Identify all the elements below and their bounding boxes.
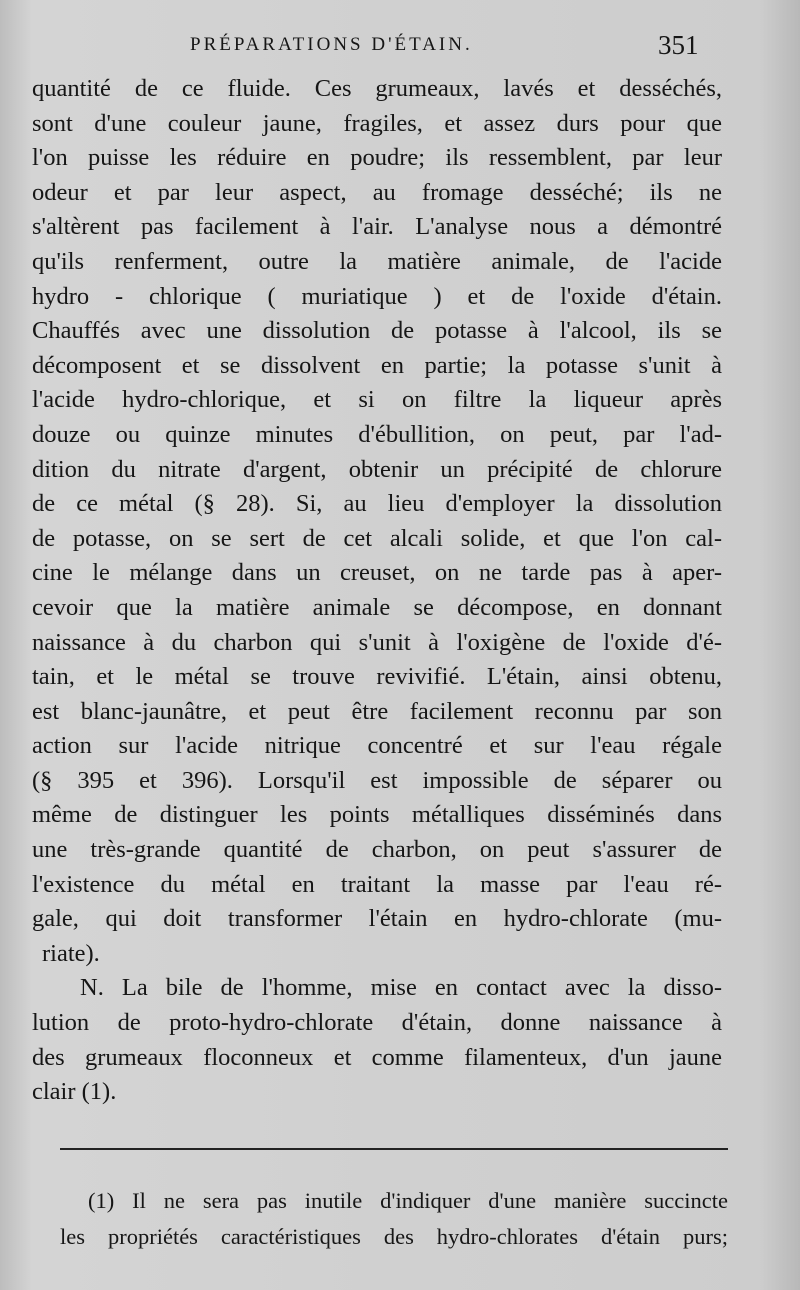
text-line: l'on puisse les réduire en poudre; ils ressemblent, par leur (32, 144, 722, 172)
page-number: 351 (658, 30, 699, 60)
main-text (32, 72, 722, 1110)
text-line: de ce métal (§ 28). Si, au lieu d'employer la dissolution (32, 490, 722, 518)
text-line: quantité de ce fluide. Ces grumeaux, lavés et desséchés, (32, 75, 722, 102)
paragraph-n-line: clair (1). (32, 1078, 117, 1106)
text-line: décomposent et se dissolvent en partie; la potasse s'unit à (32, 351, 722, 379)
text-line: même de distinguer les points métalliques disséminés dans (32, 801, 722, 829)
text-line: naissance à du charbon qui s'unit à l'oxigène de l'oxide d'é- (32, 628, 722, 656)
footnote-divider (60, 1148, 728, 1150)
text-line: odeur et par leur aspect, au fromage desséché; ils ne (32, 178, 722, 206)
text-line: une très-grande quantité de charbon, on peut s'assurer de (32, 836, 722, 864)
footnote-line: les propriétés caractéristiques des hydro-chlorates d'étain purs; (60, 1224, 728, 1249)
paragraph-n-line: N. La bile de l'homme, mise en contact avec la disso- (80, 974, 722, 1002)
text-line: (§ 395 et 396). Lorsqu'il est impossible de séparer ou (32, 766, 722, 794)
text-line: l'existence du métal en traitant la masse par l'eau ré- (32, 870, 722, 898)
page-header (0, 30, 800, 66)
text-line: hydro - chlorique ( muriatique ) et de l'oxide d'étain. (32, 282, 722, 310)
text-line: cevoir que la matière animale se décompose, en donnant (32, 593, 722, 621)
text-line: s'altèrent pas facilement à l'air. L'analyse nous a démontré (32, 213, 722, 241)
text-line: gale, qui doit transformer l'étain en hydro-chlorate (mu- (32, 905, 722, 933)
text-line: riate). (42, 939, 100, 967)
text-line: cine le mélange dans un creuset, on ne tarde pas à aper- (32, 559, 722, 587)
text-line: dition du nitrate d'argent, obtenir un précipité de chlorure (32, 455, 722, 483)
paragraph-n-line: lution de proto-hydro-chlorate d'étain, donne naissance à (32, 1009, 722, 1037)
text-line: Chauffés avec une dissolution de potasse à l'alcool, ils se (32, 317, 722, 345)
footnote (60, 1183, 728, 1255)
footnote-line: (1) Il ne sera pas inutile d'indiquer d'une manière succincte (88, 1188, 728, 1213)
text-line: tain, et le métal se trouve revivifié. L'étain, ainsi obtenu, (32, 663, 722, 691)
text-line: sont d'une couleur jaune, fragiles, et assez durs pour que (32, 109, 722, 137)
text-line: de potasse, on se sert de cet alcali solide, et que l'on cal- (32, 524, 722, 552)
text-line: l'acide hydro-chlorique, et si on filtre la liqueur après (32, 386, 722, 414)
paragraph-n-line: des grumeaux floconneux et comme filamenteux, d'un jaune (32, 1043, 722, 1071)
text-line: qu'ils renferment, outre la matière animale, de l'acide (32, 247, 722, 275)
running-title: PRÉPARATIONS D'ÉTAIN. (190, 34, 473, 55)
text-line: est blanc-jaunâtre, et peut être facilement reconnu par son (32, 697, 722, 725)
text-line: douze ou quinze minutes d'ébullition, on peut, par l'ad- (32, 420, 722, 448)
text-line: action sur l'acide nitrique concentré et sur l'eau régale (32, 732, 722, 760)
